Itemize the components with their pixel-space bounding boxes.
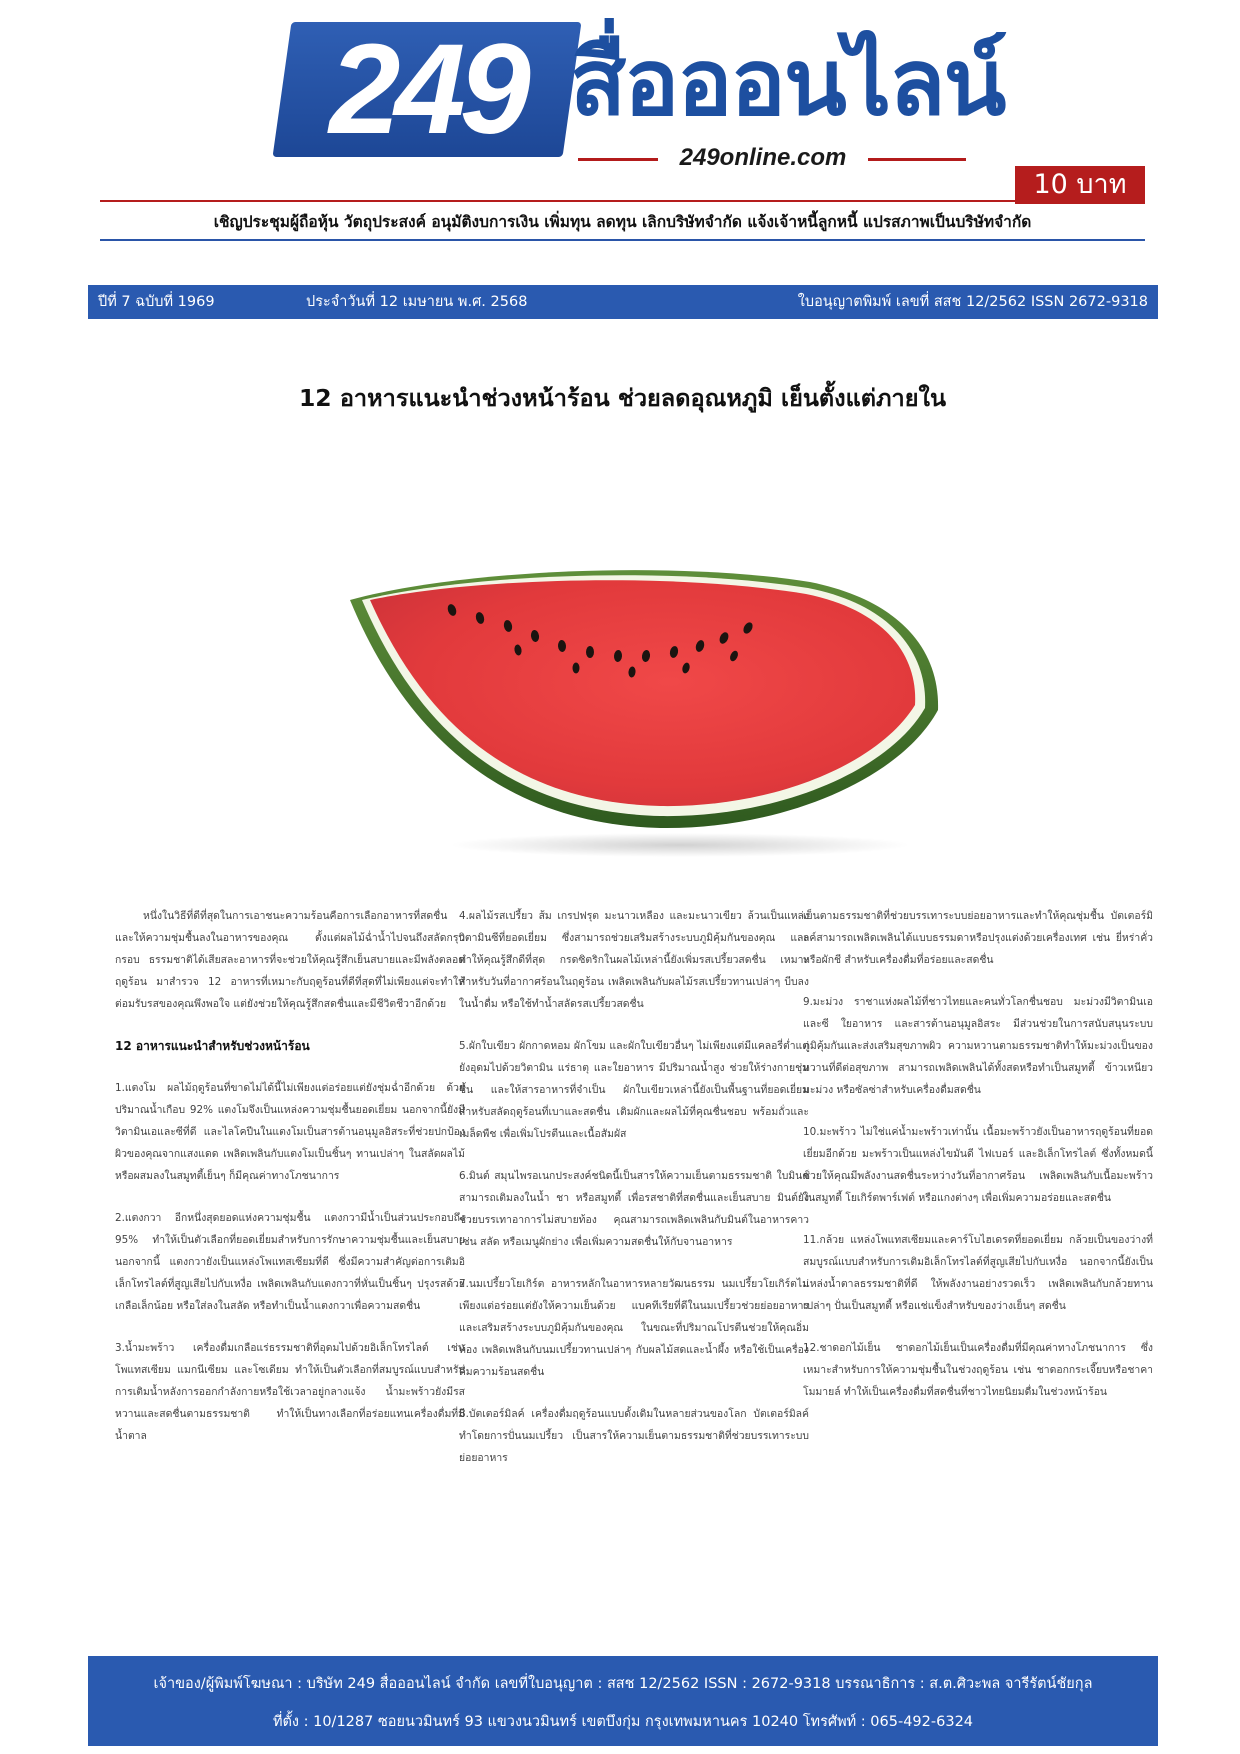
masthead-logo-name: สื่อออนไลน์ bbox=[570, 29, 1005, 136]
issue-date: ประจำวันที่ 12 เมษายน พ.ศ. 2568 bbox=[306, 294, 528, 310]
price-badge: 10 บาท bbox=[1015, 166, 1145, 204]
article-column-1 bbox=[115, 905, 465, 1467]
watermelon-image bbox=[340, 560, 940, 860]
logo-url-rule-left bbox=[578, 158, 658, 161]
food-item-8-continued: เย็นตามธรรมชาติที่ช่วยบรรเทาระบบย่อยอาหารและทำให้คุณชุ่มชื้น บัตเตอร์มิลค์สามารถเพลิดเพลินได้แบบธรรมดาหรือปรุงแต่งด้วยเครื่องเทศ เช่น ยี่หร่าคั่วหรือผักชี สำหรับเครื่องดื่มที่อร่อยและสดชื่น bbox=[803, 910, 1153, 966]
masthead-logo-url: 249online.com bbox=[679, 144, 847, 171]
watermelon-shadow bbox=[450, 833, 910, 857]
food-item-3: 3.น้ำมะพร้าว เครื่องดื่มเกลือแร่ธรรมชาติที่อุดมไปด้วยอิเล็กโทรไลต์ เช่น โพแทสเซียม แมกนีเซียม และโซเดียม ทำให้เป็นตัวเลือกที่สมบูรณ์แบบสำหรับการเติมน้ำหลังการออกกำลังกายหรือใช้เวลาอยู่กลางแจ้ง น้ำมะพร้าวยังมีรสหวานและสดชื่นตามธรรมชาติ ทำให้เป็นทางเลือกที่อร่อยแทนเครื่องดื่มที่มีน้ำตาล bbox=[115, 1342, 465, 1442]
masthead-red-divider bbox=[100, 200, 1145, 202]
footer-publisher-line: เจ้าของ/ผู้พิมพ์โฆษณา : บริษัท 249 สื่อออนไลน์ จำกัด เลขที่ใบอนุญาต : สสช 12/2562 ISSN : 2672-9318 บรรณาธิการ : ส.ต.ศิวะพล จารีรัตน์ชัยกุล bbox=[153, 1676, 1093, 1692]
article-intro: หนึ่งในวิธีที่ดีที่สุดในการเอาชนะความร้อนคือการเลือกอาหารที่สดชื่นและให้ความชุ่มชื้นลงในอาหารของคุณ ตั้งแต่ผลไม้ฉ่ำน้ำไปจนถึงสลัดกรุบกรอบ ธรรมชาติได้เสียสละอาหารที่จะช่วยให้คุณรู้สึกเย็นสบายและมีพลังตลอดฤดูร้อน มาสำรวจ 12 อาหารที่เหมาะกับฤดูร้อนที่ดีที่สุดที่ไม่เพียงแต่จะทำให้ต่อมรับรสของคุณพึงพอใจ แต่ยังช่วยให้คุณรู้สึกสดชื่นและมีชีวิตชีวาอีกด้วย bbox=[115, 910, 465, 1010]
food-item-9: 9.มะม่วง ราชาแห่งผลไม้ที่ชาวไทยและคนทั่วโลกชื่นชอบ มะม่วงมีวิตามินเอและซี ใยอาหาร และสารต้านอนุมูลอิสระ มีส่วนช่วยในการสนับสนุนระบบภูมิคุ้มกันและส่งเสริมสุขภาพผิว ความหวานตามธรรมชาติทำให้มะม่วงเป็นของหวานที่ดีต่อสุขภาพ สามารถเพลิดเพลินได้ทั้งสดหรือทำเป็นสมูทตี้ ข้าวเหนียวมะม่วง หรือซัลซ่าสำหรับเครื่องดื่มสดชื่น bbox=[803, 996, 1153, 1096]
food-item-10: 10.มะพร้าว ไม่ใช่แค่น้ำมะพร้าวเท่านั้น เนื้อมะพร้าวยังเป็นอาหารฤดูร้อนที่ยอดเยี่ยมอีกด้วย มะพร้าวเป็นแหล่งไขมันดี ไฟเบอร์ และอิเล็กโทรไลต์ ซึ่งทั้งหมดนี้ช่วยให้คุณมีพลังงานสดชื่นระหว่างวันที่อากาศร้อน เพลิดเพลินกับเนื้อมะพร้าวในสมูทตี้ โยเกิร์ตพาร์เฟต์ หรือแกงต่างๆ เพื่อเพิ่มความอร่อยและสดชื่น bbox=[803, 1126, 1153, 1204]
logo-url-rule-right bbox=[868, 158, 966, 161]
footer-address-line: ที่ตั้ง : 10/1287 ซอยนวมินทร์ 93 แขวงนวมินทร์ เขตบึงกุ่ม กรุงเทพมหานคร 10240 โทรศัพท์ : 065-492-6324 bbox=[272, 1714, 974, 1730]
article-subhead: 12 อาหารแนะนำสำหรับช่วงหน้าร้อน bbox=[115, 1039, 310, 1053]
food-item-2: 2.แตงกวา อีกหนึ่งสุดยอดแห่งความชุ่มชื้น แตงกวามีน้ำเป็นส่วนประกอบถึง 95% ทำให้เป็นตัวเลือกที่ยอดเยี่ยมสำหรับการรักษาความชุ่มชื้นและเย็นสบาย นอกจากนี้ แตงกวายังเป็นแหล่งโพแทสเซียมที่ดี ซึ่งมีความสำคัญต่อการเติมอิเล็กโทรไลต์ที่สูญเสียไปกับเหงื่อ เพลิดเพลินกับแตงกวาที่หั่นเป็นชิ้นๆ ปรุงรสด้วยเกลือเล็กน้อย หรือใส่ลงในสลัด หรือทำเป็นน้ำแตงกวาเพื่อความสดชื่น bbox=[115, 1212, 465, 1312]
masthead-blue-divider bbox=[100, 239, 1145, 241]
print-license: ใบอนุญาตพิมพ์ เลขที่ สสช 12/2562 ISSN 2672-9318 bbox=[797, 294, 1148, 310]
issue-number: ปีที่ 7 ฉบับที่ 1969 bbox=[98, 294, 215, 310]
article-column-3 bbox=[803, 905, 1153, 1423]
food-item-8: 8.บัตเตอร์มิลค์ เครื่องดื่มฤดูร้อนแบบดั้งเดิมในหลายส่วนของโลก บัตเตอร์มิลค์ทำโดยการปั่นนมเปรี้ยว เป็นสารให้ความเย็นตามธรรมชาติที่ช่วยบรรเทาระบบย่อยอาหาร bbox=[459, 1408, 809, 1464]
issue-info-bar bbox=[88, 285, 1158, 319]
food-item-5: 5.ผักใบเขียว ผักกาดหอม ผักโขม และผักใบเขียวอื่นๆ ไม่เพียงแต่มีแคลอรี่ต่ำแต่ยังอุดมไปด้วยวิตามิน แร่ธาตุ และใยอาหาร มีปริมาณน้ำสูง ช่วยให้ร่างกายชุ่มชื้น และให้สารอาหารที่จำเป็น ผักใบเขียวเหล่านี้ยังเป็นพื้นฐานที่ยอดเยี่ยมสำหรับสลัดฤดูร้อนที่เบาและสดชื่น เติมผักและผลไม้ที่คุณชื่นชอบ พร้อมถั่วและเมล็ดพืช เพื่อเพิ่มโปรตีนและเนื้อสัมผัส bbox=[459, 1040, 809, 1140]
publisher-footer bbox=[88, 1656, 1158, 1746]
food-item-7: 7.นมเปรี้ยวโยเกิร์ต อาหารหลักในอาหารหลายวัฒนธรรม นมเปรี้ยวโยเกิร์ตไม่เพียงแต่อร่อยแต่ยังให้ความเย็นด้วย แบคทีเรียที่ดีในนมเปรี้ยวช่วยย่อยอาหารและเสริมสร้างระบบภูมิคุ้มกันของคุณ ในขณะที่ปริมาณโปรตีนช่วยให้คุณอิ่มท้อง เพลิดเพลินกับนมเปรี้ยวทานเปล่าๆ กับผลไม้สดและน้ำผึ้ง หรือใช้เป็นเครื่องดื่มความร้อนสดชื่น bbox=[459, 1278, 809, 1378]
food-item-11: 11.กล้วย แหล่งโพแทสเซียมและคาร์โบไฮเดรตที่ยอดเยี่ยม กล้วยเป็นของว่างที่สมบูรณ์แบบสำหรับการเติมอิเล็กโทรไลต์ที่สูญเสียไปกับเหงื่อ นอกจากนี้ยังเป็นแหล่งน้ำตาลธรรมชาติที่ดี ให้พลังงานอย่างรวดเร็ว เพลิดเพลินกับกล้วยทานเปล่าๆ ปั่นเป็นสมูทตี้ หรือแช่แข็งสำหรับของว่างเย็นๆ สดชื่น bbox=[803, 1234, 1153, 1312]
article-headline: 12 อาหารแนะนำช่วงหน้าร้อน ช่วยลดอุณหภูมิ เย็นตั้งแต่ภายใน bbox=[298, 384, 947, 412]
masthead-logo-number bbox=[273, 18, 582, 161]
food-item-12: 12.ชาดอกไม้เย็น ชาดอกไม้เย็นเป็นเครื่องดื่มที่มีคุณค่าทางโภชนาการ ซึ่งเหมาะสำหรับการให้ความชุ่มชื้นในช่วงฤดูร้อน เช่น ชาดอกกระเจี๊ยบหรือชาคาโมมายล์ ทำให้เป็นเครื่องดื่มที่สดชื่นที่ชาวไทยนิยมดื่มในช่วงหน้าร้อน bbox=[803, 1342, 1153, 1398]
food-item-4: 4.ผลไม้รสเปรี้ยว ส้ม เกรปฟรุต มะนาวเหลือง และมะนาวเขียว ล้วนเป็นแหล่งวิตามินซีที่ยอดเยี่ยม ซึ่งสามารถช่วยเสริมสร้างระบบภูมิคุ้มกันของคุณ และทำให้คุณรู้สึกดีที่สุด กรดซิตริกในผลไม้เหล่านี้ยังเพิ่มรสเปรี้ยวสดชื่น เหมาะสำหรับวันที่อากาศร้อนในฤดูร้อน เพลิดเพลินกับผลไม้รสเปรี้ยวทานเปล่าๆ บีบลงในน้ำดื่ม หรือใช้ทำน้ำสลัดรสเปรี้ยวสดชื่น bbox=[459, 910, 809, 1010]
food-item-6: 6.มินต์ สมุนไพรอเนกประสงค์ชนิดนี้เป็นสารให้ความเย็นตามธรรมชาติ ใบมินต์สามารถเติมลงในน้ำ ชา หรือสมูทตี้ เพื่อรสชาติที่สดชื่นและเย็นสบาย มินต์ยังช่วยบรรเทาอาการไม่สบายท้อง คุณสามารถเพลิดเพลินกับมินต์ในอาหารคาว เช่น สลัด หรือเมนูผักย่าง เพื่อเพิ่มความสดชื่นให้กับจานอาหาร bbox=[459, 1170, 809, 1248]
masthead-tagline: เชิญประชุมผู้ถือหุ้น วัตถุประสงค์ อนุมัติงบการเงิน เพิ่มทุน ลดทุน เลิกบริษัทจำกัด แจ้งเจ้าหนี้ลูกหนี้ แปรสภาพเป็นบริษัทจำกัด bbox=[213, 213, 1032, 231]
logo-number-text: 249 bbox=[329, 18, 525, 161]
article-column-2 bbox=[459, 905, 809, 1489]
food-item-1: 1.แตงโม ผลไม้ฤดูร้อนที่ขาดไม่ได้นี้ไม่เพียงแต่อร่อยแต่ยังชุ่มฉ่ำอีกด้วย ด้วยปริมาณน้ำเกือบ 92% แตงโมจึงเป็นแหล่งความชุ่มชื้นยอดเยี่ยม นอกจากนี้ยังมีวิตามินเอและซีที่ดี และไลโคปีนในแตงโมเป็นสารต้านอนุมูลอิสระที่ช่วยปกป้องผิวของคุณจากแสงแดด เพลิดเพลินกับแตงโมเป็นชิ้นๆ ทานเปล่าๆ ในสลัดผลไม้ หรือผสมลงในสมูทตี้เย็นๆ ก็มีคุณค่าทางโภชนาการ bbox=[115, 1082, 465, 1182]
